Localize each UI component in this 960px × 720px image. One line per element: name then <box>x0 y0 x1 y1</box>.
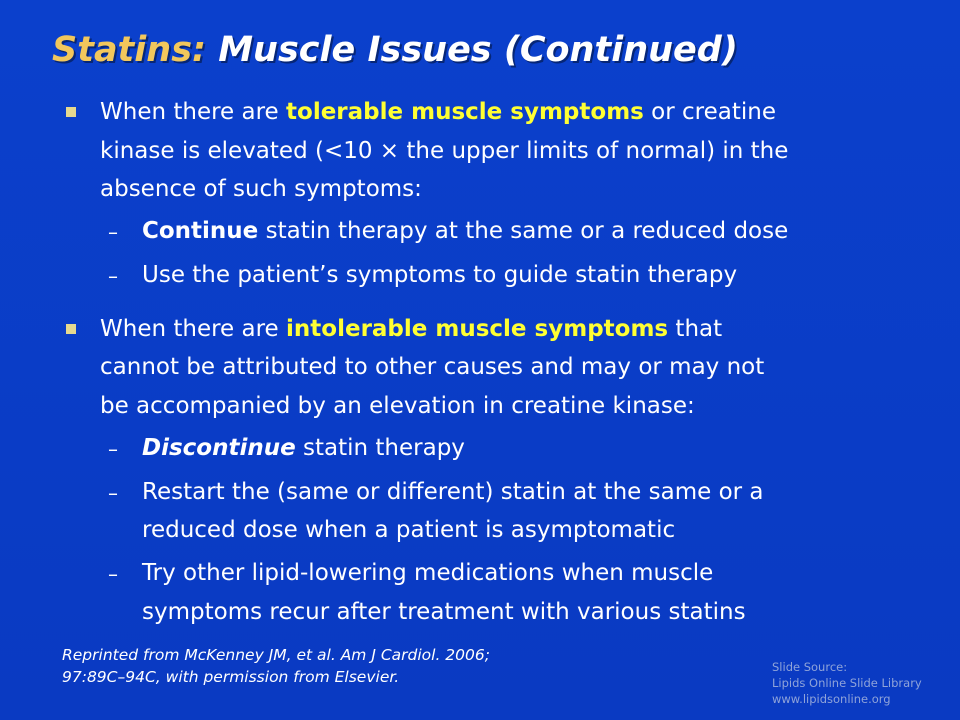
bullet1-line2: kinase is elevated (<10 × the upper limits of normal) in the <box>100 138 789 164</box>
text: that <box>668 316 723 342</box>
highlight-text: tolerable muscle symptoms <box>286 99 644 125</box>
bullet1-sub2: Use the patient’s symptoms to guide statin therapy <box>142 262 738 288</box>
dash-icon: – <box>108 264 118 288</box>
bullet2-sub2-line2: reduced dose when a patient is asymptomatic <box>142 517 676 543</box>
bullet1-line1 <box>100 97 776 127</box>
bold-text: Continue <box>142 218 259 244</box>
bullet2-sub2-line1: Restart the (same or different) statin at the same or a <box>142 479 764 505</box>
bullet2-line1 <box>100 314 722 344</box>
text: When there are <box>100 99 287 125</box>
text: statin therapy at the same or a reduced dose <box>258 218 789 244</box>
highlight-text: intolerable muscle symptoms <box>286 316 669 342</box>
reference-line1: Reprinted from McKenney JM, et al. Am J Cardiol. 2006; <box>62 646 490 664</box>
bullet2-sub3-line1: Try other lipid-lowering medications when muscle <box>142 560 714 586</box>
text: When there are <box>100 316 287 342</box>
reference-citation <box>62 644 490 688</box>
bullet2-line3: be accompanied by an elevation in creatine kinase: <box>100 393 695 419</box>
slide-source-label: Slide Source: <box>772 660 848 674</box>
text: or creatine <box>643 99 776 125</box>
bullet1-line3: absence of such symptoms: <box>100 176 422 202</box>
bullet-square-icon <box>66 107 76 117</box>
bullet2-line2: cannot be attributed to other causes and may or may not <box>100 354 765 380</box>
reference-line2: 97:89C–94C, with permission from Elsevier. <box>62 668 400 686</box>
slide-source-library: Lipids Online Slide Library <box>772 676 922 690</box>
bold-italic-text: Discontinue <box>142 435 296 461</box>
dash-icon: – <box>108 481 118 505</box>
title-main: Muscle Issues (Continued) <box>206 30 738 70</box>
bullet-square-icon <box>66 324 76 334</box>
bullet2-sub1 <box>142 433 465 463</box>
slide-source <box>772 659 922 707</box>
dash-icon: – <box>108 220 118 244</box>
bullet1-sub1 <box>142 216 788 246</box>
dash-icon: – <box>108 562 118 586</box>
title-accent: Statins: <box>52 30 207 70</box>
dash-icon: – <box>108 437 118 461</box>
slide-title <box>52 30 738 70</box>
bullet2-sub3-line2: symptoms recur after treatment with various statins <box>142 599 746 625</box>
slide-source-url: www.lipidsonline.org <box>772 692 891 706</box>
text: statin therapy <box>295 435 465 461</box>
